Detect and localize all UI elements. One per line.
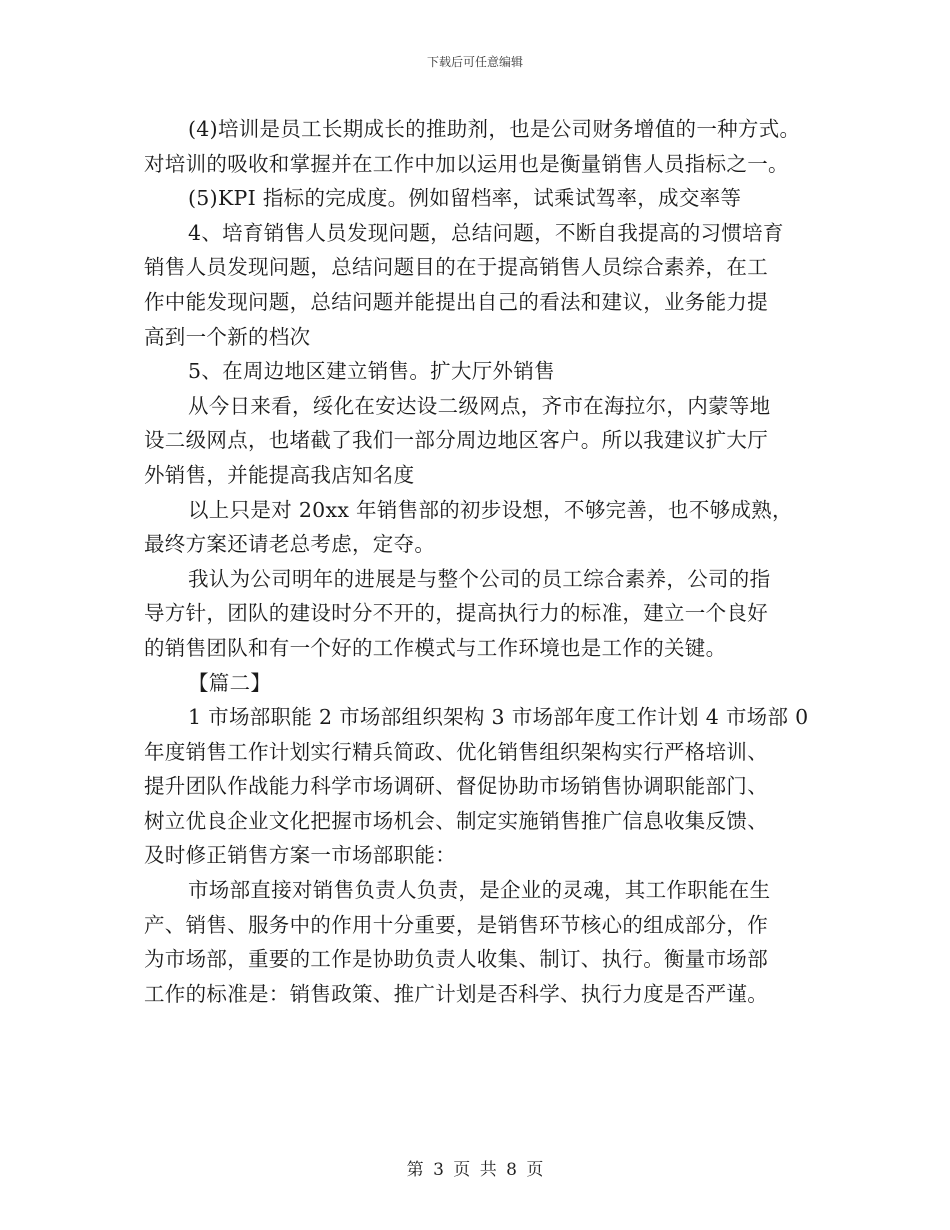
text-line: 及时修正销售方案一市场部职能：	[144, 843, 456, 868]
text-line: 年度销售工作计划实行精兵简政、优化销售组织架构实行严格培训、	[144, 739, 768, 764]
text-line: 对培训的吸收和掌握并在工作中加以运用也是衡量销售人员指标之一。	[144, 151, 789, 176]
text-line: 销售人员发现问题，总结问题目的在于提高销售人员综合素养，在工	[144, 255, 768, 280]
text-line: 1 市场部职能 2 市场部组织架构 3 市场部年度工作计划 4 市场部 0	[188, 705, 809, 730]
text-line: 产、销售、服务中的作用十分重要，是销售环节核心的组成部分，作	[144, 912, 768, 937]
text-line: (4)培训是员工长期成长的推助剂，也是公司财务增值的一种方式。	[188, 117, 801, 141]
text-line: 提升团队作战能力科学市场调研、督促协助市场销售协调职能部门、	[144, 774, 768, 799]
text-line: 以上只是对 20xx 年销售部的初步设想，不够完善，也不够成熟，	[188, 497, 793, 522]
page-header: 下载后可任意编辑	[426, 55, 523, 69]
text-line: 市场部直接对销售负责人负责，是企业的灵魂，其工作职能在生	[188, 878, 771, 903]
text-line: 为市场部，重要的工作是协助负责人收集、制订、执行。衡量市场部	[144, 947, 768, 972]
text-line: 最终方案还请老总考虑，定夺。	[144, 532, 436, 557]
text-line: 工作的标准是：销售政策、推广计划是否科学、执行力度是否严谨。	[144, 981, 768, 1006]
text-line: 树立优良企业文化把握市场机会、制定实施销售推广信息收集反馈、	[144, 808, 768, 833]
section-heading: 【篇二】	[188, 670, 272, 695]
text-line: (5)KPI 指标的完成度。例如留档率，试乘试驾率，成交率等	[188, 186, 742, 211]
document-body	[144, 112, 809, 1011]
text-line: 我认为公司明年的进展是与整个公司的员工综合素养，公司的指	[188, 566, 771, 591]
text-line: 外销售，并能提高我店知名度	[144, 462, 415, 487]
text-line: 5、在周边地区建立销售。扩大厅外销售	[188, 359, 555, 384]
text-line: 作中能发现问题，总结问题并能提出自己的看法和建议，业务能力提	[144, 289, 768, 314]
text-line: 从今日来看，绥化在安达设二级网点，齐市在海拉尔，内蒙等地	[188, 393, 771, 418]
text-line: 导方针，团队的建设时分不开的，提高执行力的标准，建立一个良好	[144, 601, 768, 626]
page-footer: 第 3 页 共 8 页	[406, 1160, 544, 1180]
text-line: 的销售团队和有一个好的工作模式与工作环境也是工作的关键。	[144, 635, 727, 660]
text-line: 设二级网点，也堵截了我们一部分周边地区客户。所以我建议扩大厅	[144, 428, 768, 453]
text-line: 高到一个新的档次	[144, 324, 311, 349]
text-line: 4、培育销售人员发现问题，总结问题，不断自我提高的习惯培育	[188, 220, 784, 245]
